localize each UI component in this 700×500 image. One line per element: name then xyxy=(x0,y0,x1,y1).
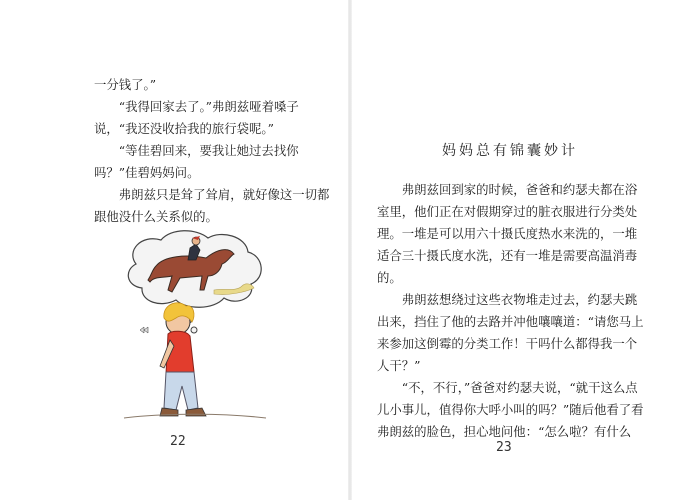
right-page xyxy=(352,0,700,500)
boy-dreaming-illustration xyxy=(116,226,276,426)
page-number-right: 23 xyxy=(496,440,512,455)
paragraph: “等佳碧回来，要我让她过去找你吗？”佳碧妈妈问。 xyxy=(94,143,299,180)
paragraph: “不，不行，”爸爸对约瑟夫说，“就干这么点儿小事儿，值得你大呼小叫的吗？”随后他看了看弗朗兹的脸色，担心地问他：“怎么啦？有什么 xyxy=(377,380,644,439)
paragraph: 一分钱了。” xyxy=(94,77,157,92)
left-page-text xyxy=(94,74,330,228)
paragraph: 弗朗兹回到家的时候，爸爸和约瑟夫都在浴室里，他们正在对假期穿过的脏衣服进行分类处理。一堆是可以用六十摄氏度热水来洗的，一堆适合三十摄氏度水洗，还有一堆是需要高温消毒的。 xyxy=(377,182,638,285)
paragraph: 弗朗兹只是耸了耸肩，就好像这一切都跟他没什么关系似的。 xyxy=(94,187,330,224)
paragraph: “我得回家去了。”弗朗兹哑着嗓子说，“我还没收拾我的旅行袋呢。” xyxy=(94,99,299,136)
right-page-text xyxy=(377,179,645,443)
page-number-left: 22 xyxy=(170,434,186,449)
chapter-title: 妈妈总有锦囊妙计 xyxy=(442,143,578,159)
left-page xyxy=(0,0,348,500)
paragraph: 弗朗兹想绕过这些衣物堆走过去，约瑟夫跳出来，挡住了他的去路并冲他嚷嚷道：“请您马上来参加这倒霉的分类工作！干吗什么都得我一个人干？” xyxy=(377,292,644,373)
boy-pants xyxy=(164,372,198,410)
